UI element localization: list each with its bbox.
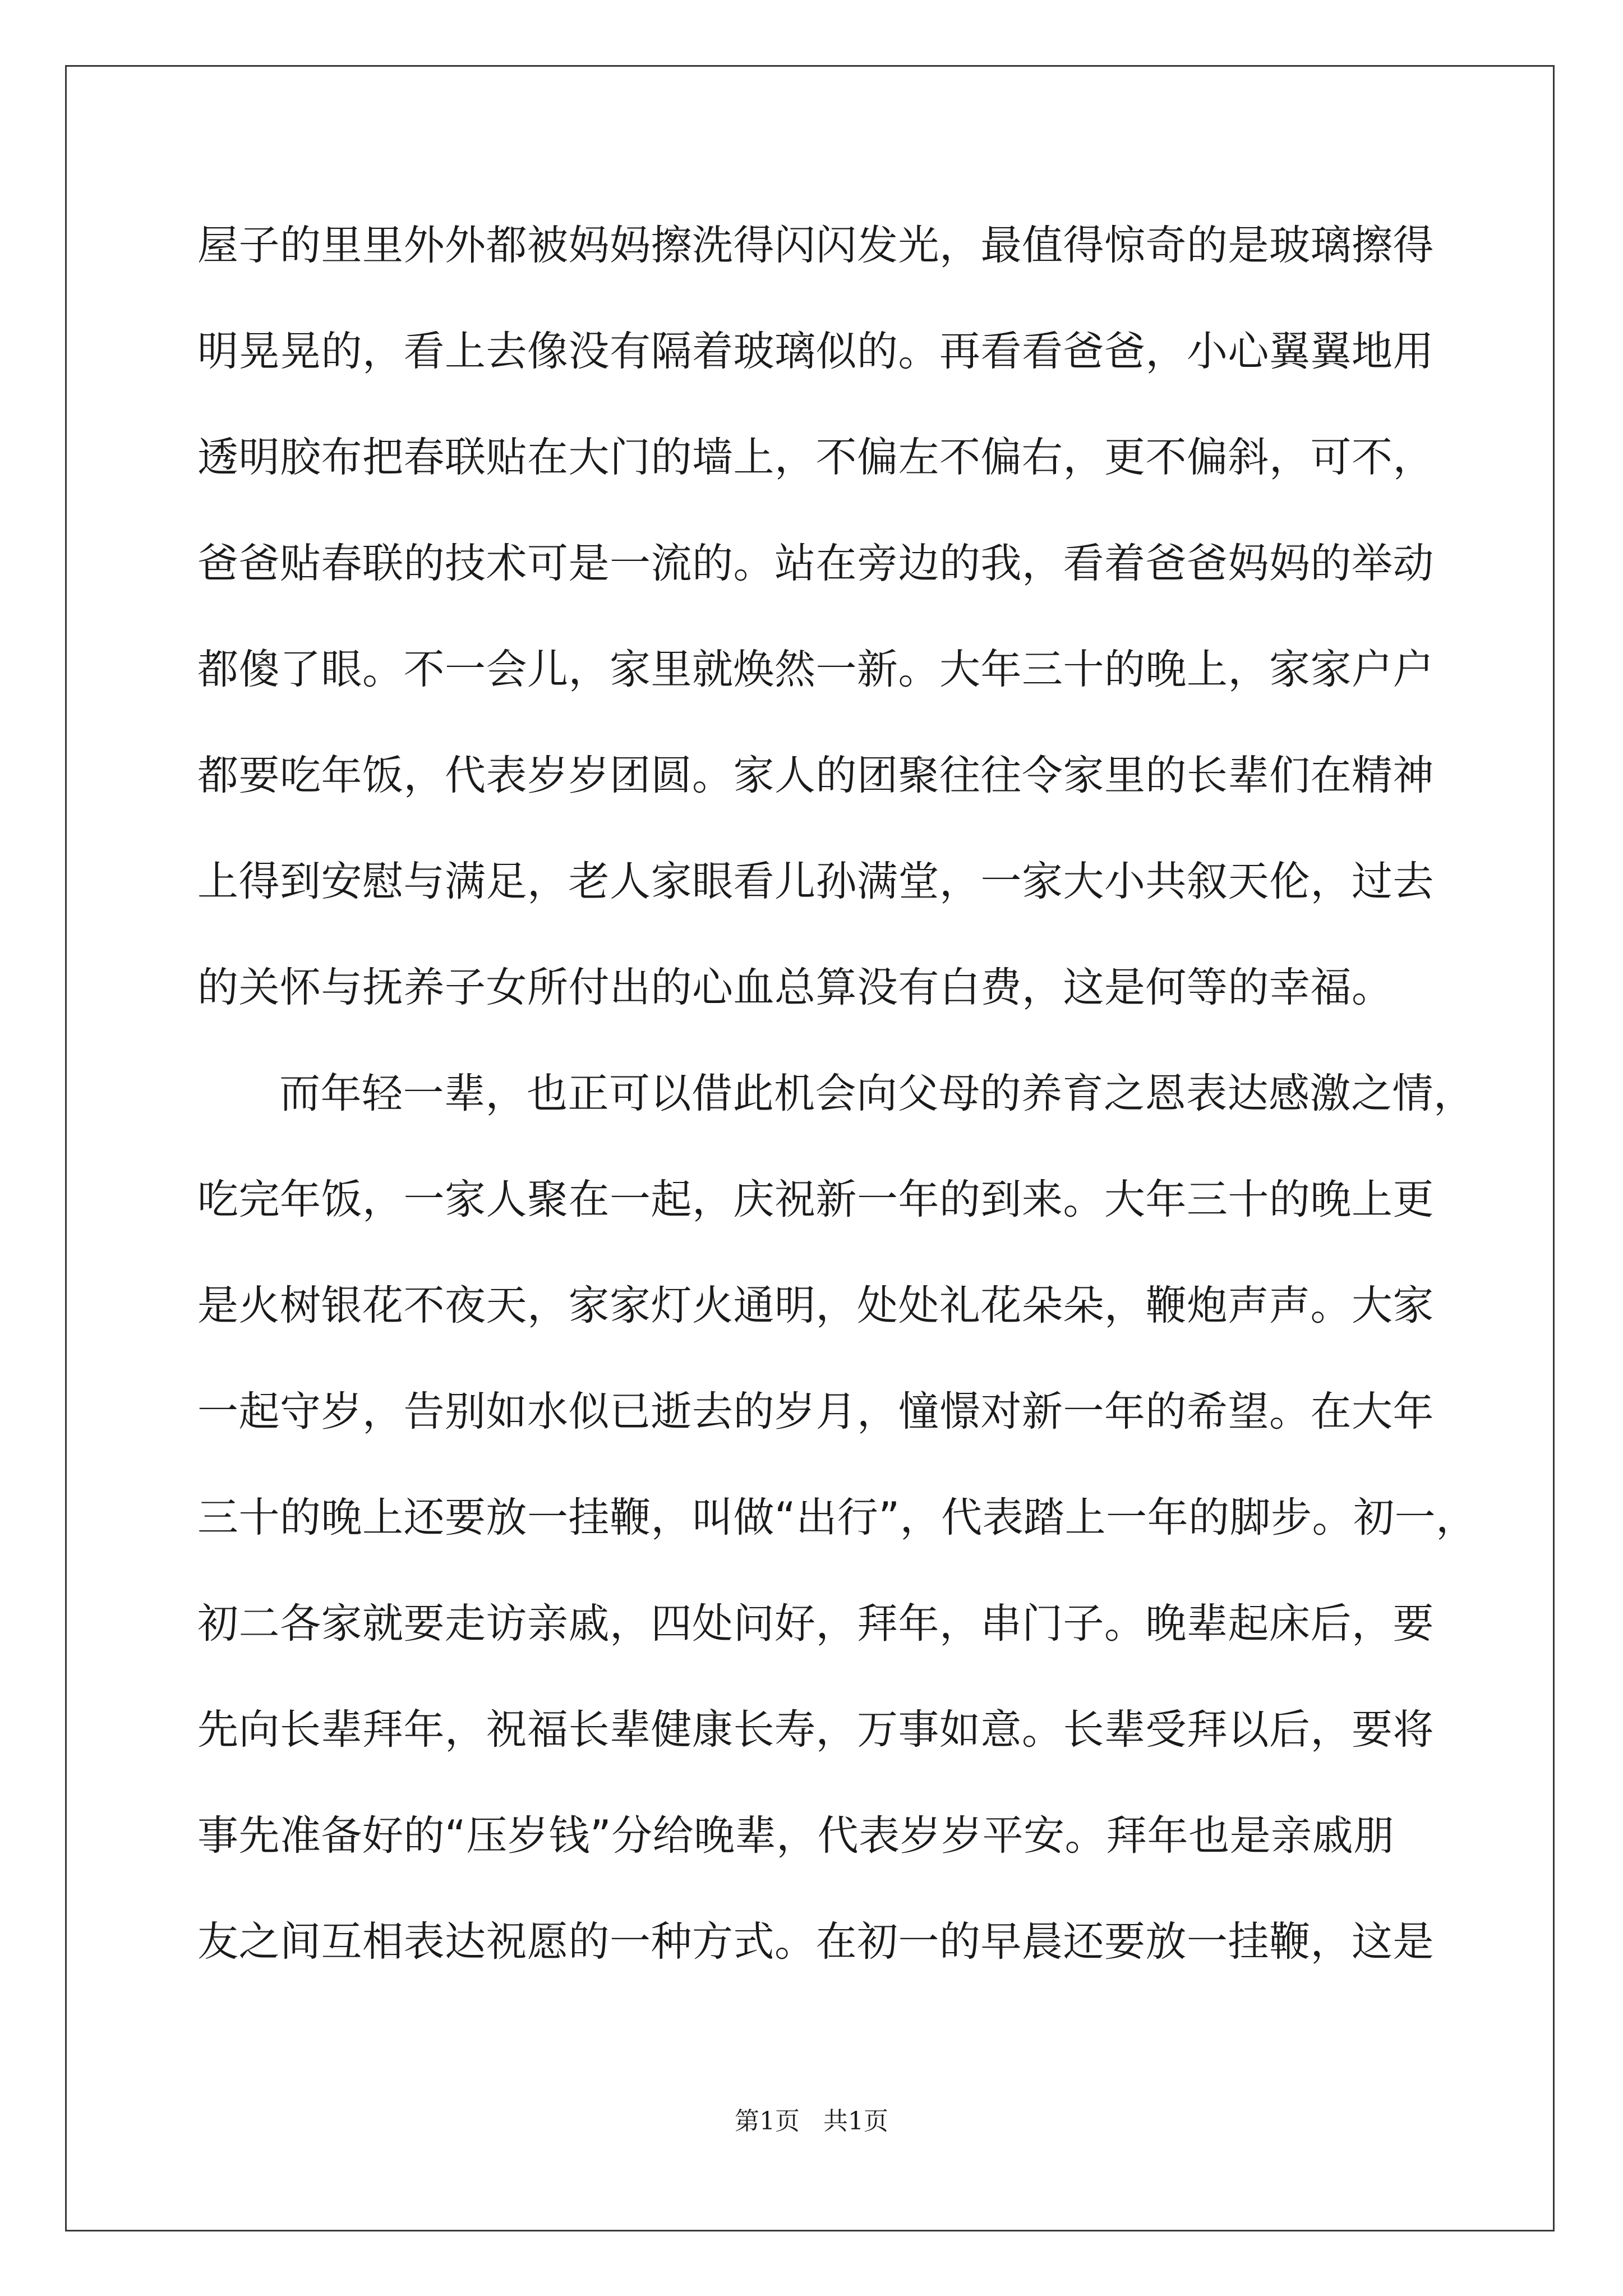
page-footer: 第1页 共1页 [735, 2107, 888, 2136]
text-line: 是火树银花不夜天，家家灯火通明，处处礼花朵朵，鞭炮声声。大家 [197, 1282, 1434, 1329]
document-body [197, 212, 1477, 2014]
paragraph-start-line: 而年轻一辈，也正可以借此机会向父母的养育之恩表达感激之情， [279, 1070, 1475, 1117]
text-line: 三十的晚上还要放一挂鞭，叫做“出行”，代表踏上一年的脚步。初一， [197, 1494, 1477, 1542]
text-line: 都要吃年饭，代表岁岁团圆。家人的团聚往往令家里的长辈们在精神 [197, 752, 1434, 799]
text-line: 友之间互相表达祝愿的一种方式。在初一的早晨还要放一挂鞭，这是 [197, 1918, 1434, 1966]
text-line: 上得到安慰与满足，老人家眼看儿孙满堂，一家大小共叙天伦，过去 [197, 858, 1434, 905]
text-line: 的关怀与抚养子女所付出的心血总算没有白费，这是何等的幸福。 [197, 964, 1393, 1011]
text-line: 爸爸贴春联的技术可是一流的。站在旁边的我，看着爸爸妈妈的举动 [197, 540, 1434, 587]
text-line: 事先准备好的“压岁钱”分给晚辈，代表岁岁平安。拜年也是亲戚朋 [197, 1812, 1395, 1860]
text-line: 吃完年饭，一家人聚在一起，庆祝新一年的到来。大年三十的晚上更 [197, 1176, 1434, 1223]
text-line: 屋子的里里外外都被妈妈擦洗得闪闪发光，最值得惊奇的是玻璃擦得 [197, 222, 1434, 269]
text-line: 明晃晃的，看上去像没有隔着玻璃似的。再看看爸爸，小心翼翼地用 [197, 328, 1434, 375]
text-line: 一起守岁，告别如水似已逝去的岁月，憧憬对新一年的希望。在大年 [197, 1388, 1434, 1435]
text-line: 初二各家就要走访亲戚，四处问好，拜年，串门子。晚辈起床后，要 [197, 1600, 1434, 1648]
text-line: 先向长辈拜年，祝福长辈健康长寿，万事如意。长辈受拜以后，要将 [197, 1706, 1434, 1754]
text-line: 都傻了眼。不一会儿，家里就焕然一新。大年三十的晚上，家家户户 [197, 646, 1434, 693]
text-line: 透明胶布把春联贴在大门的墙上，不偏左不偏右，更不偏斜，可不， [197, 434, 1434, 481]
